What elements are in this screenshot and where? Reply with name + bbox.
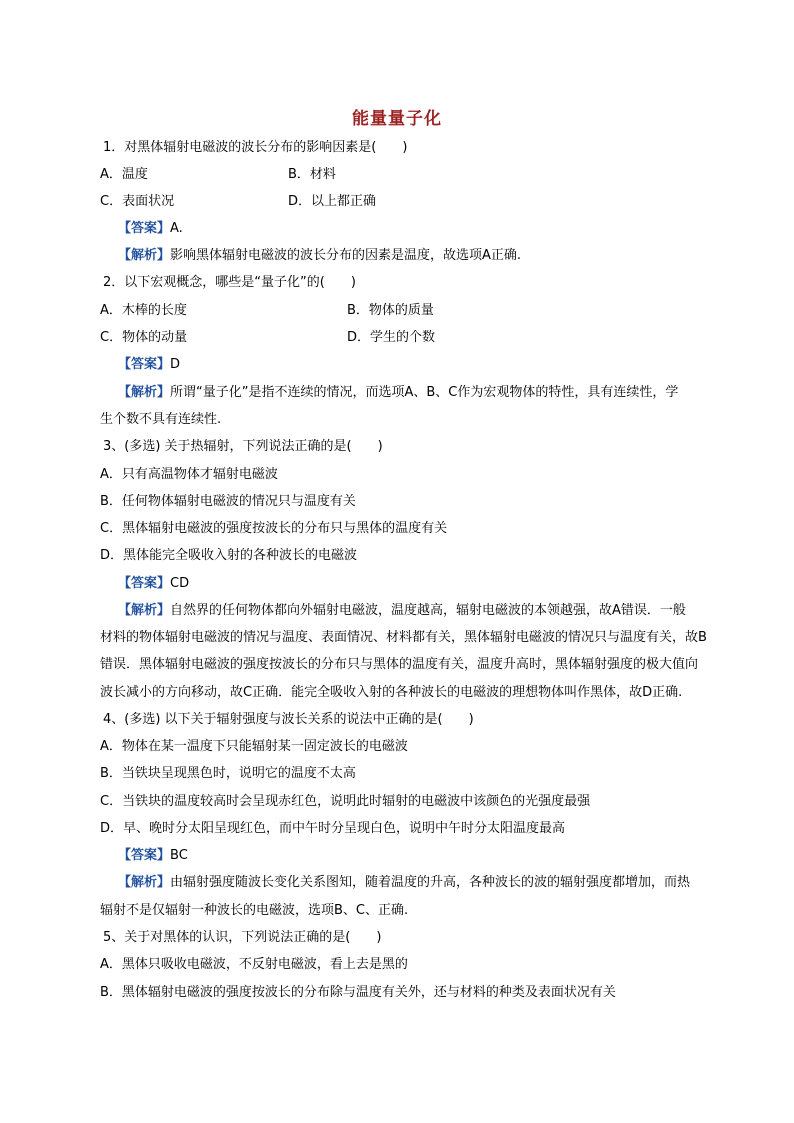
q3-answer-value: CD: [170, 576, 190, 591]
q4-option-b: B．当铁块呈现黑色时，说明它的温度不太高: [100, 766, 356, 781]
q3-analysis-text-2: 材料的物体辐射电磁波的情况与温度、表面情况、材料都有关，黑体辐射电磁波的情况只与温度有关，故B: [100, 630, 707, 645]
q2-option-a: A．木棒的长度: [100, 303, 187, 318]
q2-analysis-text-1: 所谓“量子化”是指不连续的情况，而选项A、B、C作为宏观物体的特性，具有连续性，学: [170, 385, 679, 400]
q1-option-d: D．以上都正确: [288, 194, 377, 209]
q5-option-b: B．黑体辐射电磁波的强度按波长的分布除与温度有关外，还与材料的种类及表面状况有关: [100, 985, 616, 1000]
q4-answer-value: BC: [170, 848, 188, 863]
q2-option-b: B．物体的质量: [347, 303, 434, 318]
q2-option-c: C．物体的动量: [100, 330, 188, 345]
analysis-tag: 【解析】: [118, 248, 171, 263]
q4-analysis: [118, 874, 690, 892]
q4-analysis-text-2: 辐射不是仅辐射一种波长的电磁波，选项B、C、正确.: [100, 903, 409, 918]
q3-analysis-text-3: 错误．黑体辐射电磁波的强度按波长的分布只与黑体的温度有关，温度升高时，黑体辐射强度的极大值向: [100, 657, 699, 672]
answer-tag: 【答案】: [118, 221, 171, 236]
q2-answer: [118, 356, 180, 374]
q2-answer-value: D: [170, 357, 181, 372]
q2-analysis-text-2: 生个数不具有连续性.: [100, 412, 222, 427]
q3-answer: [118, 575, 189, 593]
page-title: 能量量子化: [352, 109, 442, 129]
answer-tag: 【答案】: [118, 848, 171, 863]
q4-analysis-text-1: 由辐射强度随波长变化关系图知，随着温度的升高，各种波长的波的辐射强度都增加，而热: [170, 875, 691, 890]
q4-stem: 4、(多选) 以下关于辐射强度与波长关系的说法中正确的是( ): [103, 712, 474, 727]
q3-option-d: D．黑体能完全吸收入射的各种波长的电磁波: [100, 548, 358, 563]
q2-analysis: [118, 384, 678, 402]
q3-option-c: C．黑体辐射电磁波的强度按波长的分布只与黑体的温度有关: [100, 521, 448, 536]
q3-analysis: [118, 602, 686, 620]
q1-analysis-text: 影响黑体辐射电磁波的波长分布的因素是温度，故选项A正确.: [170, 248, 522, 263]
q3-stem: 3、(多选) 关于热辐射，下列说法正确的是( ): [103, 439, 383, 454]
q3-option-b: B．任何物体辐射电磁波的情况只与温度有关: [100, 494, 356, 509]
q4-option-a: A．物体在某一温度下只能辐射某一固定波长的电磁波: [100, 739, 408, 754]
q5-option-a: A．黑体只吸收电磁波，不反射电磁波，看上去是黑的: [100, 957, 408, 972]
q5-stem: 5、关于对黑体的认识，下列说法正确的是( ): [103, 930, 382, 945]
answer-tag: 【答案】: [118, 576, 171, 591]
q1-answer: [118, 220, 183, 238]
q2-stem: 2．以下宏观概念，哪些是“量子化”的( ): [103, 275, 356, 290]
q4-answer: [118, 847, 188, 865]
q4-option-d: D．早、晚时分太阳呈现红色，而中午时分呈现白色，说明中午时分太阳温度最高: [100, 821, 566, 836]
q2-option-d: D．学生的个数: [347, 330, 436, 345]
q1-option-b: B．材料: [288, 167, 336, 182]
q1-analysis: [118, 247, 521, 265]
q1-option-c: C．表面状况: [100, 194, 175, 209]
analysis-tag: 【解析】: [118, 875, 171, 890]
q1-option-a: A．温度: [100, 167, 148, 182]
q1-stem: 1．对黑体辐射电磁波的波长分布的影响因素是( ): [103, 140, 408, 155]
answer-tag: 【答案】: [118, 357, 171, 372]
analysis-tag: 【解析】: [118, 385, 171, 400]
q3-analysis-text-4: 波长减小的方向移动，故C正确．能完全吸收入射的各种波长的电磁波的理想物体叫作黑体，故D正确.: [100, 685, 683, 700]
q3-analysis-text-1: 自然界的任何物体都向外辐射电磁波，温度越高，辐射电磁波的本领越强，故A错误．一般: [170, 603, 686, 618]
analysis-tag: 【解析】: [118, 603, 171, 618]
q3-option-a: A．只有高温物体才辐射电磁波: [100, 467, 278, 482]
q1-answer-value: A.: [170, 221, 183, 236]
q4-option-c: C．当铁块的温度较高时会呈现赤红色，说明此时辐射的电磁波中该颜色的光强度最强: [100, 794, 591, 809]
